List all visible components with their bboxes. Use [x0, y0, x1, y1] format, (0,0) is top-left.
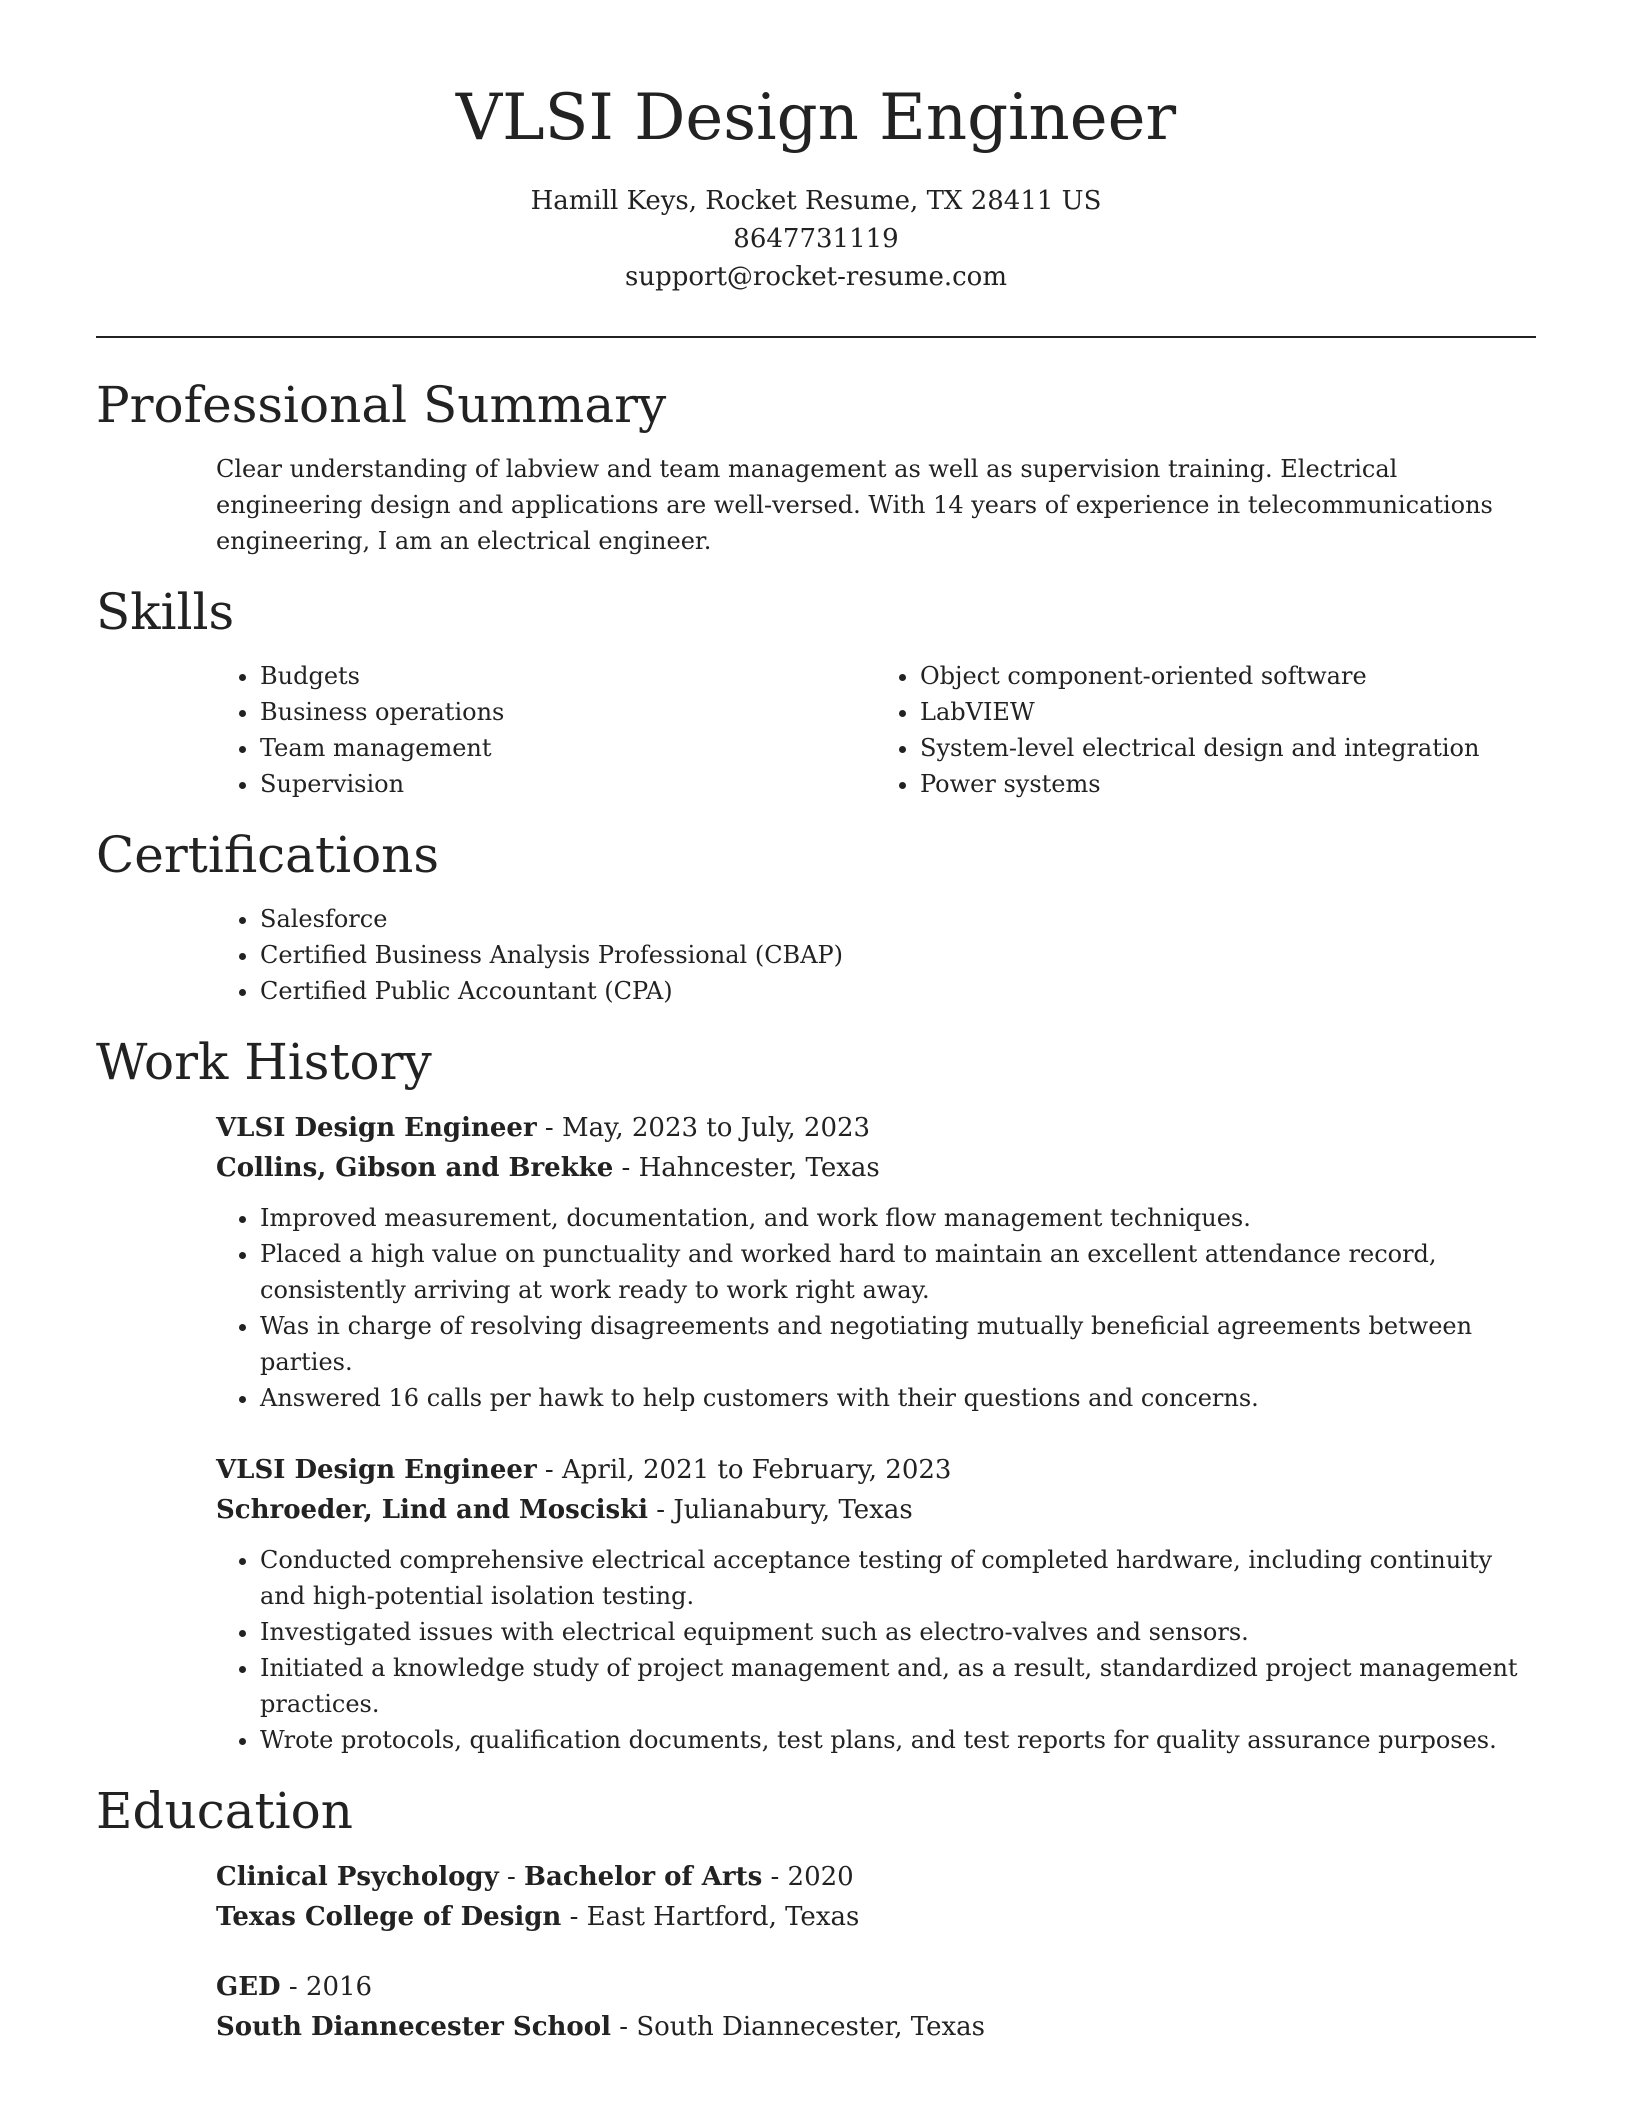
resume-header	[96, 0, 1536, 296]
job-bullet: • Improved measurement, documentation, and work flow management techniques.	[260, 1200, 1536, 1236]
candidate-title: VLSI Design Engineer	[455, 81, 1177, 155]
separator: -	[762, 1861, 788, 1892]
job-company: Schroeder, Lind and Mosciski	[216, 1494, 648, 1525]
job-bullet: • Wrote protocols, qualification documents, test plans, and test reports for quality assurance purposes.	[260, 1722, 1536, 1758]
job-bullet: • Was in charge of resolving disagreements and negotiating mutually beneficial agreements between parties.	[260, 1308, 1536, 1380]
certifications-list	[216, 901, 1536, 1009]
education-degree: Bachelor of Arts	[524, 1861, 763, 1892]
certification-item: • Certified Business Analysis Professional (CBAP)	[260, 937, 1536, 973]
skills-heading: Skills	[96, 582, 235, 641]
education-degree: GED	[216, 1971, 281, 2002]
job-role: VLSI Design Engineer	[216, 1112, 537, 1143]
separator: -	[498, 1861, 525, 1892]
separator: -	[611, 2011, 637, 2042]
skill-item: • Team management	[260, 730, 876, 766]
summary-section	[96, 375, 1536, 559]
job-bullet: • Placed a high value on punctuality and worked hard to maintain an excellent attendance record, consistently arriving at work ready to work right away.	[260, 1236, 1536, 1308]
skill-item: • Budgets	[260, 658, 876, 694]
contact-address: Hamill Keys, Rocket Resume, TX 28411 US	[530, 185, 1102, 216]
separator: -	[536, 1454, 562, 1485]
job-company: Collins, Gibson and Brekke	[216, 1152, 614, 1183]
education-location: East Hartford, Texas	[586, 1901, 860, 1932]
contact-phone: 8647731119	[733, 223, 899, 254]
skills-section	[96, 582, 1536, 802]
skill-item: • Power systems	[920, 766, 1536, 802]
job-location: Hahncester, Texas	[638, 1152, 880, 1183]
job-bullet: • Investigated issues with electrical equipment such as electro-valves and sensors.	[260, 1614, 1536, 1650]
job-dates: April, 2021 to February, 2023	[561, 1454, 952, 1485]
education-heading: Education	[96, 1781, 353, 1840]
job-role: VLSI Design Engineer	[216, 1454, 537, 1485]
skills-columns	[216, 658, 1536, 802]
skill-item: • Object component-oriented software	[920, 658, 1536, 694]
certification-item: • Salesforce	[260, 901, 1536, 937]
job-dates: May, 2023 to July, 2023	[561, 1112, 871, 1143]
job-bullet: • Conducted comprehensive electrical acceptance testing of completed hardware, including continuity and high-potential isolation testing.	[260, 1542, 1536, 1614]
separator: -	[280, 1971, 306, 2002]
separator: -	[536, 1112, 562, 1143]
education-school: South Diannecester School	[216, 2011, 611, 2042]
job-bullets	[216, 1542, 1536, 1758]
job-location: Julianabury, Texas	[673, 1494, 913, 1525]
summary-heading: Professional Summary	[96, 375, 667, 434]
separator: -	[561, 1901, 587, 1932]
job-title-line	[216, 1450, 1536, 1490]
skills-list-right	[876, 658, 1536, 802]
skill-item: • System-level electrical design and integration	[920, 730, 1536, 766]
job-bullet: • Initiated a knowledge study of project management and, as a result, standardized project management practices.	[260, 1650, 1536, 1722]
skill-item: • Supervision	[260, 766, 876, 802]
certification-item: • Certified Public Accountant (CPA)	[260, 973, 1536, 1009]
job-bullet: • Answered 16 calls per hawk to help customers with their questions and concerns.	[260, 1380, 1536, 1416]
education-entry	[216, 1967, 1536, 2047]
contact-info	[96, 182, 1536, 296]
education-location: South Diannecester, Texas	[636, 2011, 985, 2042]
contact-email: support@rocket-resume.com	[624, 261, 1007, 292]
job-entry	[216, 1450, 1536, 1758]
job-company-line	[216, 1148, 1536, 1188]
separator: -	[613, 1152, 639, 1183]
education-degree-line	[216, 1857, 1536, 1897]
separator: -	[648, 1494, 674, 1525]
education-year: 2020	[787, 1861, 854, 1892]
education-school-line	[216, 1897, 1536, 1937]
skill-item: • LabVIEW	[920, 694, 1536, 730]
skills-list-left	[216, 658, 876, 802]
job-entry	[216, 1108, 1536, 1416]
header-divider	[96, 336, 1536, 338]
education-degree-line	[216, 1967, 1536, 2007]
work-history-heading: Work History	[96, 1032, 432, 1091]
education-year: 2016	[305, 1971, 373, 2002]
work-history-section	[96, 1032, 1536, 1758]
job-company-line	[216, 1490, 1536, 1530]
certifications-section	[96, 825, 1536, 1009]
education-section	[96, 1781, 1536, 2047]
job-title-line	[216, 1108, 1536, 1148]
education-field: Clinical Psychology	[216, 1861, 499, 1892]
education-entry	[216, 1857, 1536, 1937]
skill-item: • Business operations	[260, 694, 876, 730]
education-school: Texas College of Design	[216, 1901, 562, 1932]
certifications-heading: Certifications	[96, 825, 440, 884]
summary-text: Clear understanding of labview and team management as well as supervision training. Electrical engineering design and applications are well-versed. With 14 years of experience in telecommunications engineering, I am an electrical engineer.	[216, 454, 1493, 555]
job-bullets	[216, 1200, 1536, 1416]
education-school-line	[216, 2007, 1536, 2047]
